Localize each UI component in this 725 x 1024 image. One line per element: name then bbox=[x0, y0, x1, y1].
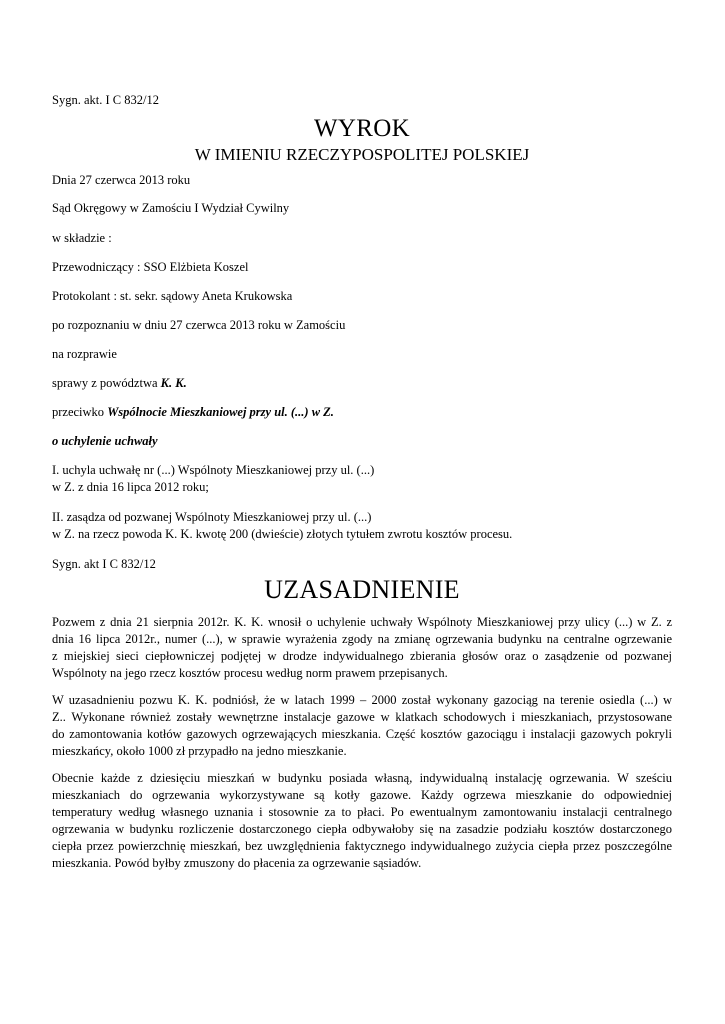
court-name: Sąd Okręgowy w Zamościu I Wydział Cywilny bbox=[52, 201, 290, 215]
ruling-2-line-2: w Z. na rzecz powoda K. K. kwotę 200 (dwieście) złotych tytułem zwrotu kosztów procesu. bbox=[52, 527, 513, 541]
justification-paragraph-3 bbox=[52, 770, 672, 872]
against-line bbox=[52, 404, 334, 420]
paragraph-line: Obecnie każde z dziesięciu mieszkań w budynku posiada własną, indywidualną instalację ogrzewania. W sześciu bbox=[52, 771, 672, 785]
paragraph-line: Wspólnoty na jego rzecz kosztów procesu według norm prawem przepisanych. bbox=[52, 666, 448, 680]
ruling-1-line-2: w Z. z dnia 16 lipca 2012 roku; bbox=[52, 480, 209, 494]
against-prefix: przeciwko bbox=[52, 405, 108, 419]
composition-label: w składzie : bbox=[52, 231, 112, 245]
defendant-name: Wspólnocie Mieszkaniowej przy ul. (...) w Z. bbox=[107, 405, 334, 419]
justification-paragraph-2 bbox=[52, 692, 672, 760]
paragraph-line: ciepła przez powierzchnię mieszkań, bez uwzględnienia faktycznego indywidualnego zużycia ciepła przez poszczególne bbox=[52, 839, 672, 853]
justification-paragraph-1 bbox=[52, 614, 672, 682]
court-clerk: Protokolant : st. sekr. sądowy Aneta Krukowska bbox=[52, 289, 293, 303]
plaintiff-name: K. K. bbox=[160, 376, 187, 390]
paragraph-line: dnia 16 lipca 2012r., numer (...), w sprawie wyrażenia zgody na zmianę ogrzewania budynku na centralne ogrzewanie bbox=[52, 632, 672, 646]
paragraph-line: mieszkania. Powód byłby zmuszony do płacenia za ogrzewanie sąsiadów. bbox=[52, 856, 422, 870]
session-type: na rozprawie bbox=[52, 347, 117, 361]
judgment-subtitle: W IMIENIU RZECZYPOSPOLITEJ POLSKIEJ bbox=[194, 145, 530, 164]
paragraph-line: do zamontowania kotłów gazowych ogrzewających mieszkania. Część kosztów gazociągu i instalacji gazowych pokryli bbox=[52, 727, 672, 741]
judgment-date: Dnia 27 czerwca 2013 roku bbox=[52, 173, 191, 187]
case-subject: o uchylenie uchwały bbox=[52, 434, 158, 448]
paragraph-line: Pozwem z dnia 21 sierpnia 2012r. K. K. wnosił o uchylenie uchwały Wspólnoty Mieszkaniowej przy ulicy (...) w Z. z bbox=[52, 615, 672, 629]
paragraph-line: W uzasadnieniu pozwu K. K. podniósł, że w latach 1999 – 2000 został wykonany gazociąg na terenie osiedla (...) w bbox=[52, 693, 672, 707]
paragraph-line: temperatury według własnego uznania i stosownie za to płaci. Po ewentualnym zamontowaniu instalacji centralnego bbox=[52, 805, 672, 819]
paragraph-line: z miejskiej sieci ciepłowniczej podjętej w drodze indywidualnego zbierania głosów oraz o zasądzenie od pozwanej bbox=[52, 649, 672, 663]
ruling-2-line-1: II. zasądza od pozwanej Wspólnoty Mieszkaniowej przy ul. (...) bbox=[52, 510, 372, 524]
claim-prefix: sprawy z powództwa bbox=[52, 376, 161, 390]
justification-title: UZASADNIENIE bbox=[264, 575, 460, 604]
ruling-1-line-1: I. uchyla uchwałę nr (...) Wspólnoty Mieszkaniowej przy ul. (...) bbox=[52, 463, 375, 477]
case-signature: Sygn. akt. I C 832/12 bbox=[52, 93, 159, 107]
paragraph-line: mieszkaniach do ogrzewania wykorzystywane są kotły gazowe. Każdy ogrzewa mieszkanie do odpowiedniej bbox=[52, 788, 672, 802]
paragraph-line: Z.. Wykonane również zostały wewnętrzne instalacje gazowe w klatkach schodowych i mieszkaniach, przystosowane bbox=[52, 710, 672, 724]
justification-signature: Sygn. akt I C 832/12 bbox=[52, 557, 156, 571]
hearing-info: po rozpoznaniu w dniu 27 czerwca 2013 roku w Zamościu bbox=[52, 318, 346, 332]
paragraph-line: mieszkańcy, około 1000 zł przypadło na jedno mieszkanie. bbox=[52, 744, 347, 758]
paragraph-line: ogrzewania w budynku rozliczenie dostarczonego ciepła odbywałoby się na zasadzie podziału kosztów dostarczonego bbox=[52, 822, 672, 836]
presiding-judge: Przewodniczący : SSO Elżbieta Koszel bbox=[52, 260, 249, 274]
judgment-title: WYROK bbox=[314, 115, 410, 142]
claim-line bbox=[52, 375, 187, 391]
